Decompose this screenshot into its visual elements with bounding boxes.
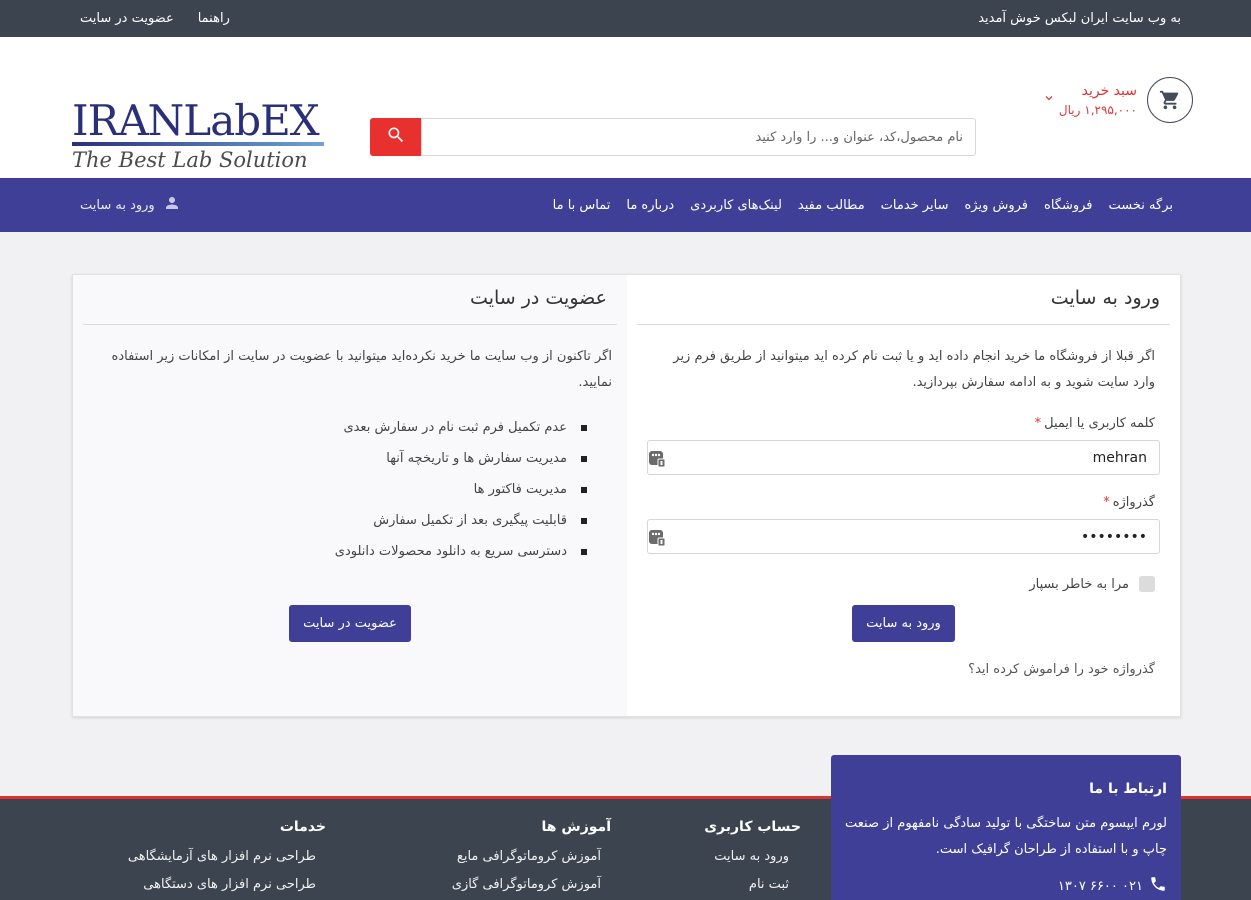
nav-home[interactable]: برگه نخست bbox=[1108, 197, 1173, 213]
nav-shop[interactable]: فروشگاه bbox=[1044, 197, 1093, 213]
login-intro: اگر قبلا از فروشگاه ما خرید انجام داده اید و یا ثبت نام کرده اید میتوانید از طریق فرم زیر وارد سایت شوید و به ادامه سفارش بپردازید. bbox=[673, 349, 1155, 390]
nav-login-link[interactable] bbox=[80, 194, 181, 216]
required-mark: * bbox=[1103, 495, 1110, 510]
chevron-down-icon[interactable] bbox=[1042, 91, 1056, 109]
nav-login-label: ورود به سایت bbox=[80, 197, 155, 213]
login-title: ورود به سایت bbox=[637, 275, 1170, 325]
footer-link-lab-software[interactable]: طراحی نرم افزار های آزمایشگاهی bbox=[127, 849, 316, 864]
search-button[interactable] bbox=[370, 118, 421, 156]
remember-label: مرا به خاطر بسپار bbox=[1029, 576, 1129, 592]
list-item: مدیریت فاکتور ها bbox=[83, 474, 587, 505]
password-value: •••••••• bbox=[1080, 528, 1147, 545]
key-icon[interactable] bbox=[648, 450, 666, 472]
remember-me bbox=[647, 576, 1160, 592]
contact-phone[interactable] bbox=[845, 875, 1167, 897]
search-input[interactable] bbox=[421, 118, 976, 156]
logo-text-iran: IRAN bbox=[72, 96, 184, 145]
required-mark: * bbox=[1034, 416, 1042, 431]
remember-checkbox[interactable] bbox=[1139, 576, 1155, 592]
footer-services-title: خدمات bbox=[279, 819, 326, 835]
list-item: قابلیت پیگیری بعد از تکمیل سفارش bbox=[83, 505, 587, 536]
login-button[interactable]: ورود به سایت bbox=[852, 605, 955, 642]
site-logo[interactable] bbox=[72, 96, 328, 172]
logo-text-labex: LabEX bbox=[183, 96, 319, 145]
list-item: مدیریت سفارش ها و تاریخچه آنها bbox=[83, 443, 587, 474]
phone-icon bbox=[1149, 875, 1167, 897]
register-link[interactable]: عضویت در سایت bbox=[80, 11, 174, 26]
cart-total: ۱,۲۹۵,۰۰۰ ریال bbox=[1058, 103, 1137, 117]
username-label: کلمه کاربری یا ایمیل bbox=[1044, 416, 1155, 431]
username-value: mehran bbox=[1092, 449, 1147, 466]
contact-phone-number: ۰۲۱ ۶۶۰۰ ۱۳۰۷ bbox=[1057, 878, 1143, 894]
password-label: گذرواژه bbox=[1112, 495, 1155, 510]
cart-title[interactable]: سبد خرید bbox=[1081, 83, 1137, 99]
nav-special-sale[interactable]: فروش ویژه bbox=[964, 197, 1029, 213]
top-bar bbox=[0, 0, 1251, 37]
register-panel bbox=[73, 275, 627, 716]
contact-title: ارتباط با ما bbox=[1089, 781, 1167, 797]
benefits-list bbox=[83, 412, 617, 567]
list-item: دسترسی سریع به دانلود محصولات دانلودی bbox=[83, 536, 587, 567]
footer-link-register[interactable]: ثبت نام bbox=[748, 877, 789, 892]
register-title: عضویت در سایت bbox=[83, 275, 617, 325]
contact-text: لورم ایپسوم متن ساختگی با تولید سادگی نامفهوم از صنعت چاپ و با استفاده از طراحان گرافیک است. bbox=[845, 816, 1167, 857]
nav-articles[interactable]: مطالب مفید bbox=[797, 197, 865, 213]
list-item: عدم تکمیل فرم ثبت نام در سفارش بعدی bbox=[83, 412, 587, 443]
help-link[interactable]: راهنما bbox=[197, 11, 230, 26]
footer-link-login[interactable]: ورود به سایت bbox=[714, 849, 789, 864]
nav-menu bbox=[553, 198, 1173, 213]
user-icon bbox=[163, 194, 181, 216]
search-icon bbox=[386, 125, 406, 149]
search-bar bbox=[370, 118, 976, 156]
logo-tagline: The Best Lab Solution bbox=[72, 148, 308, 172]
footer-link-lc[interactable]: آموزش کروماتوگرافی مایع bbox=[456, 849, 601, 864]
footer-tutorials-title: آموزش ها bbox=[541, 819, 611, 835]
footer-link-device-software[interactable]: طراحی نرم افزار های دستگاهی bbox=[143, 877, 316, 892]
welcome-text: به وب سایت ایران لبکس خوش آمدید bbox=[978, 11, 1181, 26]
nav-contact[interactable]: تماس با ما bbox=[552, 197, 611, 213]
auth-card bbox=[72, 274, 1181, 717]
footer-account-title: حساب کاربری bbox=[704, 819, 801, 835]
nav-services[interactable]: سایر خدمات bbox=[880, 197, 949, 213]
nav-links[interactable]: لینک‌های کاربردی bbox=[690, 197, 782, 213]
footer-services bbox=[128, 819, 326, 900]
cart-widget[interactable] bbox=[1059, 77, 1193, 123]
contact-box bbox=[831, 755, 1181, 900]
footer-tutorials bbox=[452, 819, 611, 900]
username-field[interactable] bbox=[647, 440, 1160, 475]
login-panel bbox=[627, 275, 1180, 716]
nav-about[interactable]: درباره ما bbox=[626, 197, 675, 213]
cart-icon[interactable] bbox=[1147, 77, 1193, 123]
key-icon[interactable] bbox=[648, 529, 666, 551]
register-button[interactable]: عضویت در سایت bbox=[289, 605, 411, 642]
password-field[interactable] bbox=[647, 519, 1160, 554]
footer-link-gc[interactable]: آموزش کروماتوگرافی گازی bbox=[451, 877, 601, 892]
header bbox=[0, 37, 1251, 178]
forgot-password-link[interactable]: گذرواژه خود را فراموش کرده اید؟ bbox=[968, 662, 1155, 677]
top-links bbox=[80, 11, 230, 26]
register-intro: اگر تاکنون از وب سایت ما خرید نکرده‌اید میتوانید با عضویت در سایت از امکانات زیر استفاده نمایید. bbox=[111, 349, 612, 390]
footer-account bbox=[704, 819, 801, 900]
main-nav bbox=[0, 178, 1251, 232]
